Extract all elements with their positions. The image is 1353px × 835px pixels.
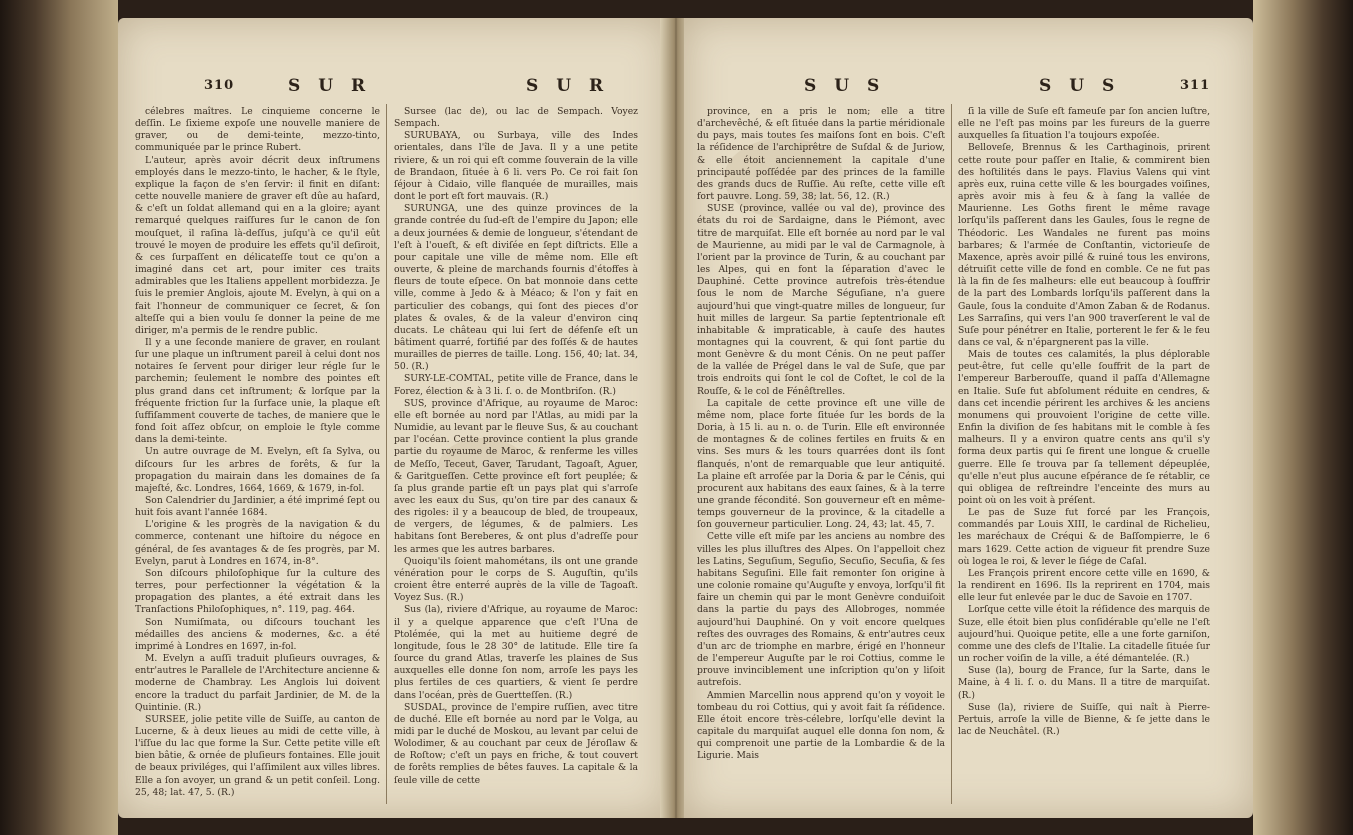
- left-column-2: [394, 106, 638, 787]
- paragraph: Son Numiſmata, ou diſcours touchant les médailles des anciens & modernes, &c. a été imprimé à Londres en 1697, in-fol.: [135, 616, 380, 652]
- right-column-2: [958, 106, 1210, 738]
- paragraph: SUSDAL, province de l'empire ruſſien, avec titre de duché. Elle eſt bornée au nord par le Volga, au midi par le duché de Moskou, au levant par celui de Wolodimer, & au couchant par ceux de Jéroſlaw & de Roſtow; c'eſt un pays en friche, & tout couvert de forêts remplies de bêtes fauves. La capitale & la ſeule ville de cette: [394, 701, 638, 786]
- page-number-left: 310: [204, 78, 235, 93]
- right-running-head: [684, 76, 1253, 100]
- column-divider: [386, 104, 387, 804]
- paragraph: Les François prirent encore cette ville en 1690, & la rendirent en 1696. Ils la reprirent en 1704, mais elle leur fut enlevée par le duc de Savoie en 1707.: [958, 567, 1210, 604]
- paragraph: Quoiqu'ils ſoient mahométans, ils ont une grande vénération pour le corps de S. Auguſtin, qu'ils croient être enterré auprès de la ville de Tagoaſt. Voyez Sus. (R.): [394, 555, 638, 604]
- page-number-right: 311: [1180, 78, 1211, 93]
- book-edge-right: [1253, 0, 1353, 835]
- left-column-1: [135, 106, 380, 799]
- running-head-right-a: S U S: [804, 76, 886, 96]
- paragraph: Sus (la), riviere d'Afrique, au royaume de Maroc: il y a quelque apparence que c'eſt l'Una de Ptolémée, qui la met au huitieme degré de longitude, ſous le 28 30° de latitude. Elle tire ſa ſource du grand Atlas, traverſe les plaines de Sus auxquelles elle donne ſon nom, arroſe les pays les plus fertiles de ces quartiers, & vient ſe perdre dans l'océan, près de Guertteſſen. (R.): [394, 604, 638, 701]
- paragraph: L'origine & les progrès de la navigation & du commerce, contenant une hiſtoire du négoce en général, de ſes avantages & de ſes progrès, par M. Evelyn, parut à Londres en 1674, in-8°.: [135, 519, 380, 567]
- book-edge-left: [0, 0, 118, 835]
- paragraph: Mais de toutes ces calamités, la plus déplorable peut-être, fut celle qu'elle ſouffrit de la part de l'empereur Barberouſſe, quand il paſſa d'Allemagne en Italie. Suſe fut abſolument réduite en cendres, & dans cet incendie périrent les archives & les anciens monumens qui prouvoient l'origine de cette ville. Enfin la diviſion de ſes habitans mit le comble à ſes malheurs. Il y a environ quatre cents ans qu'il s'y forma deux partis qui ſe firent une longue & cruelle guerre. Elle ſe trouva par ſa tellement dépeuplée, qu'elle n'eut plus aucune eſpérance de ſe rétablir, ce qui obligea de reſtreindre l'enceinte des murs au point où on les voit à préſent.: [958, 349, 1210, 506]
- paragraph: Un autre ouvrage de M. Evelyn, eſt ſa Sylva, ou diſcours ſur les arbres de forêts, & ſur la propagation du mairain dans les domaines de ſa majeſté, &c. Londres, 1664, 1669, & 1679, in-fol.: [135, 446, 380, 494]
- paragraph: Le pas de Suze fut forcé par les François, commandés par Louis XIII, le cardinal de Richelieu, les maréchaux de Créqui & de Baſſompierre, le 6 mars 1629. Cette action de vigueur fit prendre Suze où logea le roi, & lever le ſiége de Caſal.: [958, 507, 1210, 567]
- paragraph: ſi la ville de Suſe eſt fameuſe par ſon ancien luſtre, elle ne l'eſt pas moins par les fureurs de la guerre auxquelles ſa ſituation l'a toujours expoſée.: [958, 106, 1210, 142]
- paragraph: SURUNGA, une des quinze provinces de la grande contrée du ſud-eſt de l'empire du Japon; elle a deux journées & demie de longueur, s'étendant de l'eſt à l'oueſt, & eſt diviſée en ſept diſtricts. Elle a pour capitale une ville de même nom. Elle eſt ouverte, & pleine de marchands fournis d'étoffes à fleurs de toute eſpece. On bat monnoie dans cette ville, comme à Jedo & à Méaco; & l'on y fait en particulier des cobangs, qui ſont des pieces d'or plates & ovales, & de la valeur d'environ cinq ducats. Le château qui lui ſert de défenſe eſt un bâtiment quarré, fortifié par des foſſés & de hautes murailles de pierres de taille. Long. 156, 40; lat. 34, 50. (R.): [394, 203, 638, 373]
- paragraph: Suse (la), riviere de Suiſſe, qui naît à Pierre-Pertuis, arroſe la ville de Bienne, & ſe jette dans le lac de Neuchâtel. (R.): [958, 701, 1210, 737]
- paragraph: célebres maîtres. Le cinquieme concerne le deſſin. Le ſixieme expoſe une nouvelle maniere de graver, ou de demi-teinte, mezzo-tinto, communiquée par le prince Rubert.: [135, 106, 380, 154]
- paragraph: SURSEE, jolie petite ville de Suiſſe, au canton de Lucerne, & à deux lieues au midi de cette ville, à l'iſſue du lac que forme la Sur. Cette petite ville eſt bien bâtie, & ornée de pluſieurs fontaines. Elle jouit de beaux priviléges, qui l'aſſimilent aux villes libres. Elle a ſon avoyer, un grand & un petit conſeil. Long. 25, 48; lat. 47, 5. (R.): [135, 713, 380, 798]
- right-column-1: [697, 106, 945, 762]
- paragraph: SUS, province d'Afrique, au royaume de Maroc: elle eſt bornée au nord par l'Atlas, au midi par la Numidie, au levant par le fleuve Sus, & au couchant par l'océan. Cette province contient la plus grande partie du royaume de Maroc, & renferme les villes de Meſſo, Teceut, Gaver, Tarudant, Tagoaſt, Aguer, & Garitgueſſen. Cette province eſt fort peuplée; & ſa plus grande partie eſt un pays plat qui s'arroſe avec les eaux du Sus, qu'on tire par des canaux & des rigoles: il y a beaucoup de bled, de troupeaux, de vergers, de légumes, & de palmiers. Les habitans ſont Bereberes, & ont plus d'adreſſe pour les armes que les autres barbares.: [394, 397, 638, 555]
- left-running-head: [118, 76, 668, 100]
- paragraph: M. Evelyn a auſſi traduit pluſieurs ouvrages, & entr'autres le Parallele de l'Architecture ancienne & moderne de Chambray. Les Anglois lui doivent encore la traduct du parfait Jardinier, de M. de la Quintinie. (R.): [135, 653, 380, 713]
- running-head-right-b: S U S: [1039, 76, 1121, 96]
- paragraph: SURY-LE-COMTAL, petite ville de France, dans le Forez, élection & à 3 li. ſ. o. de Montbriſon. (R.): [394, 373, 638, 397]
- paragraph: L'auteur, après avoir décrit deux inſtrumens employés dans le mezzo-tinto, le hacher, & le ſtyle, explique la façon de s'en ſervir: il finit en diſant: cette nouvelle maniere de graver eſt dûe au haſard, & c'eſt un ſoldat allemand qui en a la gloire; ayant remarqué quelques raiſſures ſur le canon de ſon mouſquet, il raſina là-deſſus, juſqu'à ce qu'il eût trouvé le moyen de produire les effets qu'il deſiroit, & ces ſurpaſſent en délicateſſe tout ce qu'on a imaginé dans cet art, pour imiter ces traits admirables que les Italiens appellent morbidezza. Je ſuis le premier Anglois, ajoute M. Evelyn, à qui on a fait l'honneur de communiquer ce ſecret, & ſon alteſſe qui a bien voulu ſe donner la peine de me diriger, m'a permis de le rendre public.: [135, 154, 380, 336]
- paragraph: Cette ville eſt miſe par les anciens au nombre des villes les plus illuſtres des Alpes. On l'appelloit chez les Latins, Seguſium, Seguſio, Secuſio, Secuſia, & ſes habitans Seguſini. Elle fait remonter ſon origine à une colonie romaine qu'Auguſte y envoya, lorſqu'il fit faire un chemin qui par le mont Genèvre conduiſoit dans la partie du pays des Allobroges, nommée aujourd'hui Dauphiné. On y voit encore quelques reſtes des ouvrages des Romains, & entr'autres ceux d'un arc de triomphe en marbre, érigé en l'honneur de l'empereur Auguſte par le roi Cottius, comme le prouve invinciblement une inſcription qu'on y liſoit autrefois.: [697, 531, 945, 689]
- paragraph: Son diſcours philoſophique ſur la culture des terres, pour perfectionner la végétation & la propagation des plantes, a été extrait dans les Tranſactions Philoſophiques, n°. 119, pag. 464.: [135, 567, 380, 616]
- paragraph: SURUBAYA, ou Surbaya, ville des Indes orientales, dans l'île de Java. Il y a une petite riviere, & un roi qui eſt comme ſouverain de la ville de Brandaon, ſituée à 6 li. vers Po. Ce roi fait ſon ſéjour à Cidaio, ville flanquée de murailles, mais dont le port eſt fort mauvais. (R.): [394, 130, 638, 203]
- running-head-left-b: S U R: [526, 76, 610, 96]
- paragraph: Lorſque cette ville étoit la réſidence des marquis de Suze, elle étoit bien plus conſidérable qu'elle ne l'eſt aujourd'hui. Quoique petite, elle a une forte garniſon, comme une des clefs de l'Italie. La citadelle ſituée ſur un rocher voiſin de la ville, a été démantelée. (R.): [958, 604, 1210, 665]
- running-head-left-a: S U R: [288, 76, 372, 96]
- paragraph: Suse (la), bourg de France, ſur la Sarte, dans le Maine, à 4 li. ſ. o. du Mans. Il a titre de marquiſat. (R.): [958, 665, 1210, 701]
- paragraph: Belloveſe, Brennus & les Carthaginois, prirent cette route pour paſſer en Italie, & commirent bien des hoſtilités dans le pays. Flavius Valens qui vint après eux, ruina cette ville & les bourgades voiſines, après avoir mis à feu & à ſang la vallée de Maurienne. Les Goths firent le même ravage lorſqu'ils paſſerent dans les Gaules, ſous le regne de Théodoric. Les Wandales ne furent pas moins barbares; & l'armée de Conſtantin, victorieuſe de Maxence, après avoir pillé & ruiné tous les environs, détruiſit cette ville de fond en comble. Ce ne fut pas là la fin de ſes malheurs: elle eut beaucoup à ſouffrir de la part des Lombards lorſqu'ils paſſerent dans la Gaule, ſous la conduite d'Amon Zaban & de Rodanus. Les Sarraſins, qui vers l'an 900 traverſerent le val de Suſe pour pénétrer en Italie, porterent le fer & le feu dans ce val, & n'épargnerent pas la ville.: [958, 142, 1210, 348]
- paragraph: Sursee (lac de), ou lac de Sempach. Voyez Sempach.: [394, 106, 638, 130]
- column-divider: [951, 104, 952, 804]
- paragraph: La capitale de cette province eſt une ville de même nom, place forte ſituée ſur les bords de la Doria, à 15 li. au n. o. de Turin. Elle eſt environnée de montagnes & de colines fertiles en fruits & en vins. Ses murs & les tours quarrées dont ils ſont flanqués, n'ont de remarquable que leur antiquité. La plaine eſt arroſée par la Doria & par le Cénis, qui procurent aux habitans des eaux ſaines, & à la terre une grande fécondité. Son gouverneur eſt en même-temps gouverneur de la province, & la citadelle a ſon gouverneur particulier. Long. 24, 43; lat. 45, 7.: [697, 397, 945, 531]
- paragraph: Il y a une ſeconde maniere de graver, en roulant ſur une plaque un inſtrument pareil à celui dont nos notaires ſe ſervent pour diriger leur régle ſur le parchemin; ſeulement le nombre des pointes eſt plus grand dans cet inſtrument; & lorſque par la fréquente friction ſur la ſurface unie, la plaque eſt ſuffiſamment couverte de taches, de maniere que le fond ſoit aſſez obſcur, on emploie le ſtyle comme dans la demi-teinte.: [135, 336, 380, 446]
- paragraph: Son Calendrier du Jardinier, a été imprimé ſept ou huit fois avant l'année 1684.: [135, 495, 380, 519]
- paragraph: province, en a pris le nom; elle a titre d'archevêché, & eſt ſituée dans la partie méridionale du pays, mais toutes ſes maiſons ſont en bois. C'eſt la réſidence de l'archiprêtre de Suſdal & de Juriow, & elle étoit anciennement la capitale d'une principauté poſſédée par des princes de la famille des grands ducs de Ruſſie. Au reſte, cette ville eſt fort pauvre. Long. 59, 38; lat. 56, 12. (R.): [697, 106, 945, 203]
- paragraph: Ammien Marcellin nous apprend qu'on y voyoit le tombeau du roi Cottius, qui y avoit fait ſa réſidence. Elle étoit encore très-célebre, lorſqu'elle devint la capitale du marquiſat auquel elle donna ſon nom, & qui comprenoit une partie de la Lombardie & de la Ligurie. Mais: [697, 689, 945, 762]
- right-page: [684, 18, 1253, 818]
- left-page: [118, 18, 668, 818]
- paragraph: SUSE (province, vallée ou val de), province des états du roi de Sardaigne, dans le Piémont, avec titre de marquiſat. Elle eſt bornée au nord par le val de Maurienne, au midi par le val de Carmagnole, à l'orient par la province de Turin, & au couchant par les Alpes, qui en font la ſéparation d'avec le Dauphiné. Cette province autrefois très-étendue ſous le nom de Marche Séguſiane, n'a guere aujourd'hui que vingt-quatre milles de longueur, ſur huit milles de largeur. Sa partie ſeptentrionale eſt inhabitable & impraticable, à cauſe des hautes montagnes qui la couvrent, & qui ſont partie du mont Genèvre & du mont Cénis. On ne peut paſſer de la vallée de Prégel dans le val de Suſe, que par trois endroits qui ſont le col de Coſtet, le col de la Rouſſe, & le col de Fénêſtrelles.: [697, 203, 945, 397]
